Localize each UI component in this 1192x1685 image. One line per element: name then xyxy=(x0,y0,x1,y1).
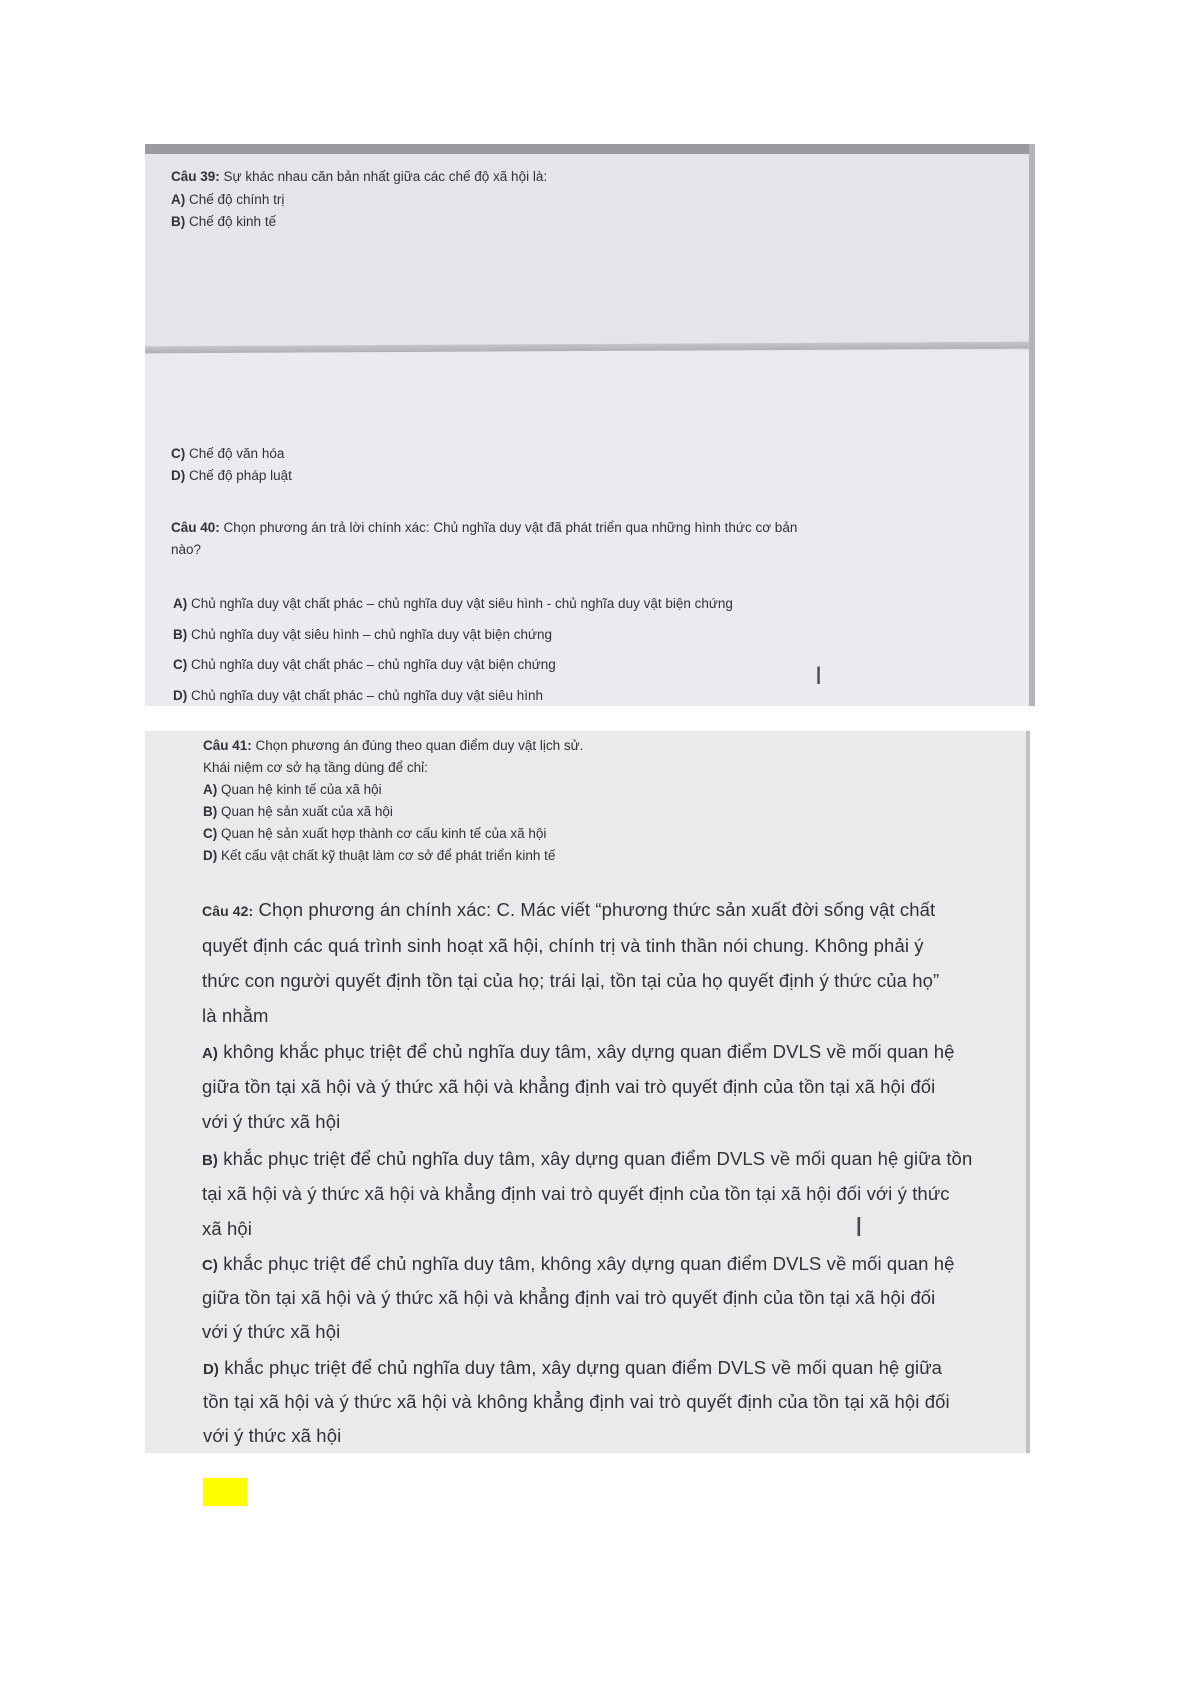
exam-photo-2 xyxy=(145,731,1030,1453)
option-text: không khắc phục triệt để chủ nghĩa duy tâm, xây dựng quan điểm DVLS về mối quan hệ xyxy=(223,1041,955,1062)
text-cursor-icon: I xyxy=(855,1213,863,1243)
question-42-stem-line-4: là nhằm xyxy=(202,1005,269,1026)
option-letter: A) xyxy=(202,1045,219,1062)
option-letter: C) xyxy=(202,1257,219,1274)
option-text: Kết cấu vật chất kỹ thuật làm cơ sở để phát triển kinh tế xyxy=(221,848,556,863)
question-40-option-b xyxy=(173,627,552,642)
question-42-stem-line-1 xyxy=(202,899,935,921)
option-text: Chủ nghĩa duy vật chất phác – chủ nghĩa duy vật siêu hình xyxy=(191,688,544,703)
option-text: Chế độ chính trị xyxy=(189,192,285,207)
option-letter: C) xyxy=(173,657,188,672)
option-text: Chủ nghĩa duy vật siêu hình – chủ nghĩa duy vật biện chứng xyxy=(191,627,553,642)
option-text: khắc phục triệt để chủ nghĩa duy tâm, không xây dựng quan điểm DVLS về mối quan hệ xyxy=(223,1253,955,1274)
question-39-option-b xyxy=(171,214,276,229)
option-letter: B) xyxy=(173,627,188,642)
question-39-label: Câu 39: xyxy=(171,169,220,184)
option-letter: D) xyxy=(171,468,186,483)
photo-right-edge xyxy=(1029,144,1035,706)
question-41-option-b xyxy=(203,804,393,819)
option-letter: D) xyxy=(173,688,188,703)
question-42-option-b-line-2: tại xã hội và ý thức xã hội và khẳng định vai trò quyết định của tồn tại xã hội đối với ý thức xyxy=(202,1183,950,1204)
question-41-label: Câu 41: xyxy=(203,738,252,753)
question-42-stem-line-3: thức con người quyết định tồn tại của họ; trái lại, tồn tại của họ quyết định ý thức của họ” xyxy=(202,970,940,991)
option-letter: B) xyxy=(202,1152,219,1169)
option-text: Chủ nghĩa duy vật chất phác – chủ nghĩa duy vật siêu hình - chủ nghĩa duy vật biện chứng xyxy=(191,596,733,611)
option-letter: C) xyxy=(171,446,186,461)
question-42-option-d-line-1 xyxy=(203,1357,942,1379)
option-text: Chủ nghĩa duy vật chất phác – chủ nghĩa duy vật biện chứng xyxy=(191,657,556,672)
option-text: Quan hệ kinh tế của xã hội xyxy=(221,782,382,797)
question-42-option-a-line-3: với ý thức xã hội xyxy=(202,1111,341,1132)
photo-top-border xyxy=(145,144,1035,154)
question-42-option-b-line-3: xã hội xyxy=(202,1218,252,1239)
option-text: Chế độ pháp luật xyxy=(189,468,292,483)
text-cursor-icon: I xyxy=(815,662,823,690)
question-40-text: Chọn phương án trả lời chính xác: Chủ nghĩa duy vật đã phát triển qua những hình thức cơ bản xyxy=(223,520,798,535)
question-40-label: Câu 40: xyxy=(171,520,220,535)
question-41-text: Chọn phương án đúng theo quan điểm duy vật lịch sử. xyxy=(255,738,584,753)
yellow-highlight-mark xyxy=(203,1478,247,1506)
option-text: Chế độ văn hóa xyxy=(189,446,285,461)
option-text: Quan hệ sản xuất hợp thành cơ cấu kinh tế của xã hội xyxy=(221,826,547,841)
option-letter: D) xyxy=(203,1361,220,1378)
question-42-label: Câu 42: xyxy=(202,903,254,919)
option-letter: A) xyxy=(203,782,218,797)
option-letter: B) xyxy=(203,804,218,819)
exam-photo-1 xyxy=(145,144,1035,706)
option-text: khắc phục triệt để chủ nghĩa duy tâm, xây dựng quan điểm DVLS về mối quan hệ giữa tồn xyxy=(223,1148,973,1169)
question-40-stem-line-2: nào? xyxy=(171,542,202,557)
question-40-option-d xyxy=(173,688,543,703)
question-39-text: Sự khác nhau căn bản nhất giữa các chế độ xã hội là: xyxy=(223,169,548,184)
question-42-text: Chọn phương án chính xác: C. Mác viết “phương thức sản xuất đời sống vật chất xyxy=(258,899,936,920)
question-42-stem-line-2: quyết định các quá trình sinh hoạt xã hội, chính trị và tinh thần nói chung. Không phải ý xyxy=(202,935,924,956)
option-letter: B) xyxy=(171,214,186,229)
option-text: Quan hệ sản xuất của xã hội xyxy=(221,804,393,819)
question-42-option-a-line-1 xyxy=(202,1041,955,1063)
question-42-option-c-line-2: giữa tồn tại xã hội và ý thức xã hội và khẳng định vai trò quyết định của tồn tại xã hội đối xyxy=(202,1287,936,1308)
option-text: Chế độ kinh tế xyxy=(189,214,277,229)
question-40-option-c xyxy=(173,657,556,672)
question-39-stem xyxy=(171,169,547,184)
question-39-option-a xyxy=(171,192,284,207)
question-42-option-b-line-1 xyxy=(202,1148,972,1170)
question-39-option-d xyxy=(171,468,292,483)
question-42-option-d-line-2: tồn tại xã hội và ý thức xã hội và không khẳng định vai trò quyết định của tồn tại xã hội đối xyxy=(203,1391,950,1412)
photo-right-edge xyxy=(1026,731,1030,1453)
option-letter: D) xyxy=(203,848,218,863)
option-letter: A) xyxy=(171,192,186,207)
question-40-stem-line-1 xyxy=(171,520,797,535)
question-42-option-c-line-3: với ý thức xã hội xyxy=(202,1321,341,1342)
question-41-option-c xyxy=(203,826,546,841)
option-letter: C) xyxy=(203,826,218,841)
question-39-option-c xyxy=(171,446,284,461)
question-42-option-d-line-3: với ý thức xã hội xyxy=(203,1425,342,1446)
question-42-option-a-line-2: giữa tồn tại xã hội và ý thức xã hội và khẳng định vai trò quyết định của tồn tại xã hội đối xyxy=(202,1076,936,1097)
option-letter: A) xyxy=(173,596,188,611)
question-40-option-a xyxy=(173,596,733,611)
question-41-stem-line-1 xyxy=(203,738,583,753)
question-42-option-c-line-1 xyxy=(202,1253,955,1275)
question-41-option-d xyxy=(203,848,555,863)
question-41-stem-line-2: Khái niệm cơ sở hạ tầng dùng để chỉ: xyxy=(203,760,428,775)
option-text: khắc phục triệt để chủ nghĩa duy tâm, xây dựng quan điểm DVLS về mối quan hệ giữa xyxy=(224,1357,943,1378)
question-41-option-a xyxy=(203,782,382,797)
